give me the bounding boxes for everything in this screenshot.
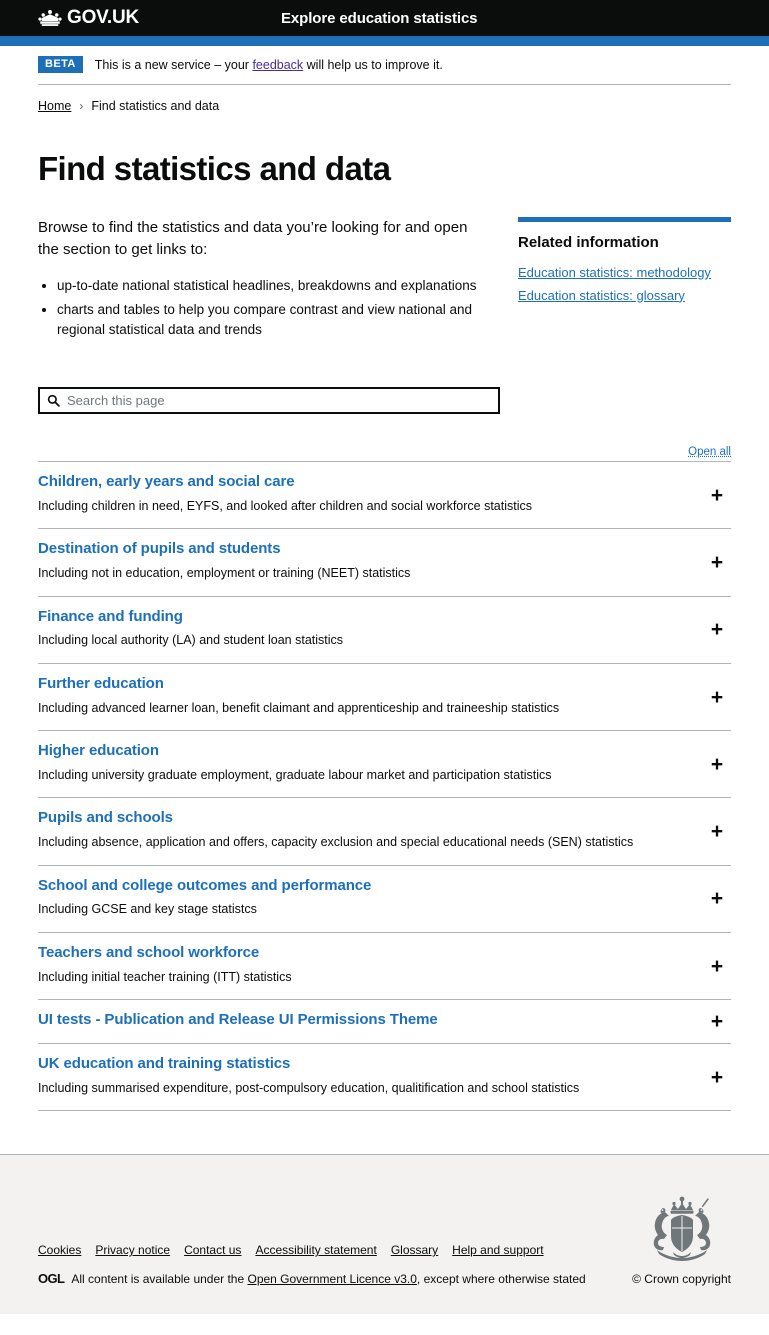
accordion-section-summary: Including advanced learner loan, benefit claimant and apprenticeship and traineeship statistics (38, 700, 560, 715)
related-information-heading: Related information (518, 233, 659, 251)
expand-plus-icon[interactable]: + (707, 687, 727, 707)
search-input[interactable] (65, 389, 491, 412)
footer-link-contact-us[interactable]: Contact us (184, 1243, 242, 1258)
accordion-section-title: Pupils and schools (38, 809, 173, 827)
feedback-link[interactable]: feedback (252, 57, 304, 72)
search-box[interactable] (38, 387, 500, 414)
licence-text (71, 1272, 585, 1286)
phase-banner-text (95, 58, 443, 72)
crown-icon (38, 9, 62, 27)
open-government-licence-link[interactable]: Open Government Licence v3.0 (247, 1271, 417, 1286)
themes-accordion (38, 461, 731, 1111)
accordion-section-destination-of-pupils-and-students[interactable] (38, 529, 731, 596)
expand-plus-icon[interactable]: + (707, 956, 727, 976)
accordion-section-title: UI tests - Publication and Release UI Permissions Theme (38, 1011, 438, 1029)
accordion-section-title: UK education and training statistics (38, 1054, 291, 1072)
accordion-section-summary: Including summarised expenditure, post-compulsory education, qualitification and school statistics (38, 1080, 580, 1095)
govuk-logo-text: GOV.UK (67, 7, 140, 28)
accordion-section-title: Children, early years and social care (38, 473, 295, 491)
expand-plus-icon[interactable]: + (707, 485, 727, 505)
expand-plus-icon[interactable]: + (707, 1012, 727, 1032)
footer-link-cookies[interactable]: Cookies (38, 1243, 82, 1258)
accordion-section-title: Finance and funding (38, 607, 183, 625)
accordion-section-title: Destination of pupils and students (38, 540, 281, 558)
accordion-section-ui-tests-publication-and-release-ui-permissions-theme[interactable] (38, 1000, 731, 1044)
accordion-section-pupils-and-schools[interactable] (38, 798, 731, 865)
intro-lead-text: Browse to find the statistics and data you’re looking for and open the section to get links to: (38, 218, 468, 258)
content-bottom-spacer (38, 1111, 731, 1154)
accordion-section-summary: Including initial teacher training (ITT) statistics (38, 969, 292, 984)
header-accent-bar (0, 36, 769, 46)
accordion-section-summary: Including absence, application and offers, capacity exclusion and special educational needs (SEN) statistics (38, 835, 634, 850)
accordion-section-summary: Including university graduate employment, graduate labour market and participation statistics (38, 767, 552, 782)
expand-plus-icon[interactable]: + (707, 822, 727, 842)
expand-plus-icon[interactable]: + (707, 889, 727, 909)
phase-banner (38, 46, 731, 85)
expand-plus-icon[interactable]: + (707, 1067, 727, 1087)
footer-licence (38, 1271, 586, 1286)
expand-plus-icon[interactable]: + (707, 754, 727, 774)
accordion-section-summary: Including GCSE and key stage statistcs (38, 902, 257, 917)
related-information-links (518, 264, 731, 304)
breadcrumb (38, 85, 731, 123)
licence-text-before: All content is available under the (71, 1271, 248, 1286)
accordion-section-higher-education[interactable] (38, 731, 731, 798)
footer-left-column (38, 1183, 586, 1286)
related-link-glossary[interactable]: Education statistics: glossary (518, 287, 685, 303)
phase-text-after: will help us to improve it. (303, 57, 443, 72)
page-wrapper (0, 46, 769, 1154)
accordion-section-summary: Including not in education, employment or training (NEET) statistics (38, 566, 411, 581)
expand-plus-icon[interactable]: + (707, 553, 727, 573)
accordion-section-summary: Including children in need, EYFS, and looked after children and social workforce statistics (38, 498, 533, 513)
phase-tag-beta: BETA (38, 56, 83, 73)
related-information-panel (518, 217, 731, 304)
global-header (0, 0, 769, 36)
footer-link-privacy-notice[interactable]: Privacy notice (95, 1243, 171, 1258)
govuk-logo-link[interactable] (38, 7, 139, 29)
accordion-section-summary: Including local authority (LA) and student loan statistics (38, 633, 344, 648)
service-name: Explore education statistics (281, 9, 478, 27)
accordion-section-uk-education-and-training-statistics[interactable] (38, 1044, 731, 1111)
global-footer (0, 1154, 769, 1314)
phase-text-before: This is a new service – your (94, 57, 253, 72)
accordion-section-school-and-college-outcomes-and-performance[interactable] (38, 866, 731, 933)
footer-right-column (632, 1190, 731, 1286)
footer-link-accessibility-statement[interactable]: Accessibility statement (255, 1243, 377, 1258)
intro-section (38, 217, 731, 343)
crown-copyright-text: © Crown copyright (632, 1272, 731, 1287)
open-all-button[interactable]: Open all (688, 446, 731, 459)
accordion-section-teachers-and-school-workforce[interactable] (38, 933, 731, 1000)
breadcrumb-item-home[interactable]: Home (38, 99, 72, 113)
list-item: • charts and tables to help you compare contrast and view national and regional statistical data and trends (57, 300, 490, 341)
expand-plus-icon[interactable]: + (707, 620, 727, 640)
footer-links (38, 1243, 586, 1257)
intro-main-column (38, 217, 490, 343)
search-icon (47, 394, 60, 407)
accordion-section-title: Higher education (38, 742, 159, 760)
royal-coat-of-arms-icon (643, 1190, 721, 1265)
footer-inner (38, 1183, 731, 1286)
breadcrumb-item-current: Find statistics and data (91, 99, 220, 113)
accordion-section-title: Further education (38, 674, 164, 692)
footer-link-help-and-support[interactable]: Help and support (452, 1243, 544, 1258)
accordion-section-title: School and college outcomes and performance (38, 876, 372, 894)
related-link-methodology[interactable]: Education statistics: methodology (518, 264, 711, 280)
footer-link-glossary[interactable]: Glossary (390, 1243, 439, 1258)
accordion-section-further-education[interactable] (38, 664, 731, 731)
accordion-section-children-early-years-and-social-care[interactable] (38, 462, 731, 529)
licence-text-after: , except where otherwise stated (416, 1271, 586, 1286)
ogl-logo-icon: OGL (38, 1271, 65, 1287)
intro-bullet-list (38, 276, 490, 340)
chevron-right-icon: › (79, 99, 84, 113)
accordion-section-title: Teachers and school workforce (38, 943, 260, 961)
accordion-section-finance-and-funding[interactable] (38, 597, 731, 664)
page-title: Find statistics and data (38, 150, 391, 187)
list-item: • up-to-date national statistical headlines, breakdowns and explanations (57, 276, 490, 296)
open-all-row (38, 446, 731, 461)
search-area (38, 387, 731, 414)
